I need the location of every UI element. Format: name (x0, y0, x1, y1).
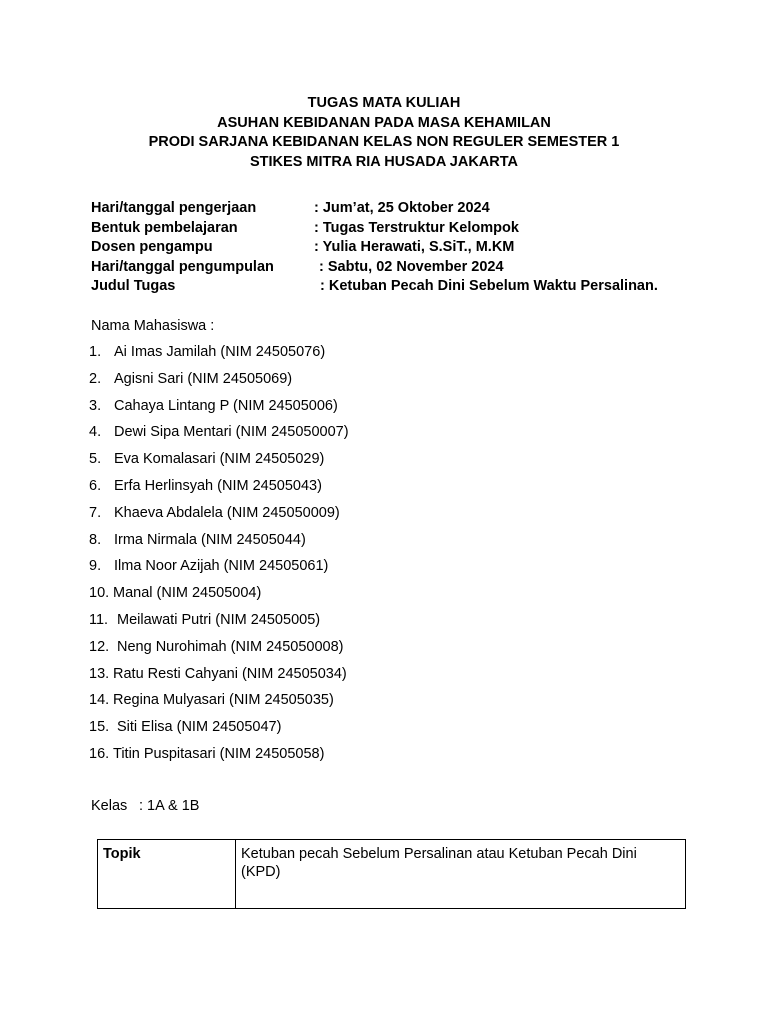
list-number: 10. (89, 585, 110, 602)
student-name: Agisni Sari (NIM 24505069) (114, 370, 293, 387)
info-label: Judul Tugas (91, 278, 176, 294)
list-number: 14. (89, 692, 110, 709)
list-number: 15. (89, 719, 110, 736)
info-value: : Tugas Terstruktur Kelompok (314, 219, 519, 236)
topic-value-cell: Ketuban pecah Sebelum Persalinan atau Ketuban Pecah Dini (KPD) (236, 840, 686, 909)
info-value: : Ketuban Pecah Dini Sebelum Waktu Persalinan. (320, 278, 658, 294)
list-number: 9. (89, 558, 102, 575)
list-number: 13. (89, 665, 110, 682)
student-name: Khaeva Abdalela (NIM 245050009) (114, 504, 340, 521)
title-line: STIKES MITRA RIA HUSADA JAKARTA (250, 153, 518, 170)
info-label: Hari/tanggal pengerjaan (91, 200, 257, 216)
student-name: Regina Mulyasari (NIM 24505035) (113, 692, 334, 709)
student-name: Irma Nirmala (NIM 24505044) (114, 531, 306, 548)
list-number: 12. (89, 638, 110, 655)
list-number: 11. (89, 611, 109, 628)
list-number: 8. (89, 531, 102, 548)
info-value: : Jum’at, 25 Oktober 2024 (314, 200, 490, 216)
student-name: Eva Komalasari (NIM 24505029) (114, 451, 325, 468)
students-heading: Nama Mahasiswa : (91, 318, 215, 334)
document-title (0, 94, 768, 172)
student-name: Manal (NIM 24505004) (113, 585, 262, 602)
title-line: PRODI SARJANA KEBIDANAN KELAS NON REGULER SEMESTER 1 (148, 134, 620, 150)
table-row (98, 840, 686, 909)
student-name: Ilma Noor Azijah (NIM 24505061) (114, 558, 329, 575)
student-name: Cahaya Lintang P (NIM 24505006) (114, 397, 338, 414)
info-label: Bentuk pembelajaran (91, 219, 238, 236)
topic-header-cell: Topik (98, 840, 236, 909)
student-name: Ai Imas Jamilah (NIM 24505076) (114, 344, 326, 360)
student-name: Siti Elisa (NIM 24505047) (117, 719, 282, 736)
list-number: 2. (89, 370, 102, 387)
topic-table (97, 839, 686, 909)
student-name: Ratu Resti Cahyani (NIM 24505034) (113, 665, 347, 682)
list-number: 5. (89, 451, 102, 468)
student-name: Neng Nurohimah (NIM 245050008) (117, 638, 344, 655)
info-value: : Sabtu, 02 November 2024 (319, 258, 504, 275)
info-label: Dosen pengampu (91, 239, 213, 255)
class-label: Kelas (91, 798, 128, 814)
student-name: Erfa Herlinsyah (NIM 24505043) (114, 477, 322, 494)
title-line: ASUHAN KEBIDANAN PADA MASA KEHAMILAN (217, 114, 551, 131)
info-value: : Yulia Herawati, S.SiT., M.KM (314, 239, 515, 255)
list-number: 4. (89, 424, 102, 441)
student-name: Meilawati Putri (NIM 24505005) (117, 611, 321, 628)
student-name: Titin Puspitasari (NIM 24505058) (113, 745, 325, 762)
list-number: 3. (89, 397, 102, 414)
list-number: 7. (89, 504, 102, 521)
info-label: Hari/tanggal pengumpulan (91, 258, 274, 275)
list-number: 1. (89, 344, 102, 360)
list-number: 6. (89, 477, 102, 494)
class-info (91, 796, 199, 816)
student-name: Dewi Sipa Mentari (NIM 245050007) (114, 424, 349, 441)
class-value: : 1A & 1B (139, 798, 200, 814)
title-line: TUGAS MATA KULIAH (307, 95, 461, 111)
list-number: 16. (89, 745, 110, 762)
